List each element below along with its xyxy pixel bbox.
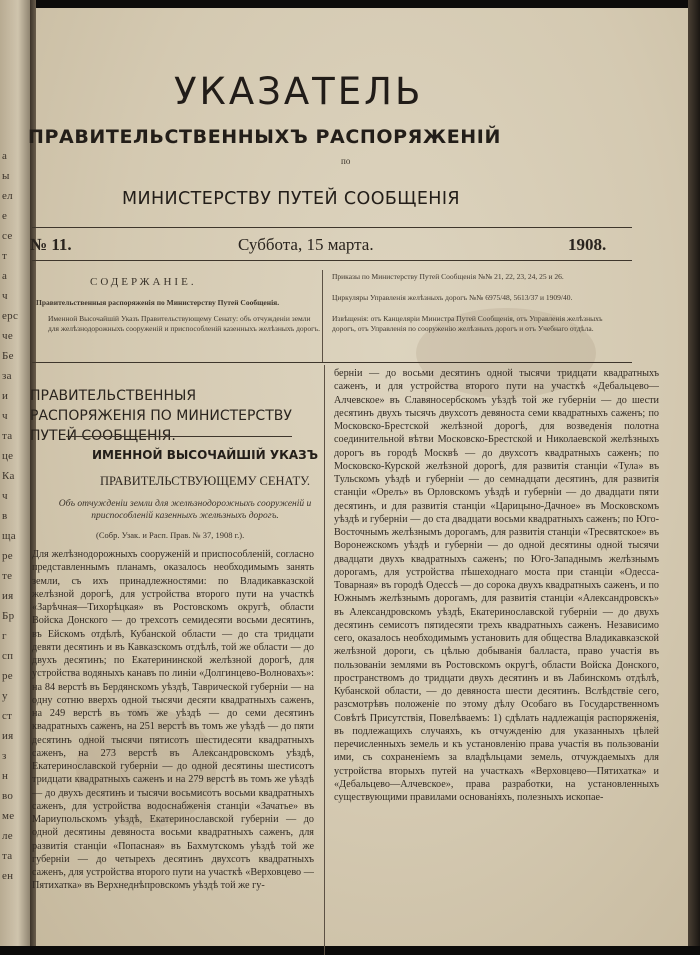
- adjacent-page-text: та: [2, 850, 13, 862]
- adjacent-page-text: Бр: [2, 610, 15, 622]
- issue-year: 1908.: [568, 235, 607, 254]
- adjacent-page-text: a: [2, 150, 8, 162]
- adjacent-page-text: ре: [2, 670, 13, 682]
- adjacent-page-text: т: [2, 250, 8, 262]
- masthead-title: УКАЗАТЕЛЬ: [174, 70, 424, 113]
- decree-addressee: ПРАВИТЕЛЬСТВУЮЩЕМУ СЕНАТУ.: [100, 474, 311, 488]
- adjacent-page-text: за: [2, 370, 12, 382]
- issue-date: Суббота, 15 марта.: [238, 235, 374, 254]
- adjacent-page-text: ле: [2, 830, 13, 842]
- masthead-subtitle: ПРАВИТЕЛЬСТВЕННЫХЪ РАСПОРЯЖЕНІЙ: [28, 126, 501, 148]
- adjacent-page-text: pe: [2, 550, 13, 562]
- decree-heading: ИМЕННОЙ ВЫСОЧАЙШІЙ УКАЗЪ: [92, 448, 318, 462]
- adjacent-page-text: ст: [2, 710, 13, 722]
- adjacent-page-text: ща: [2, 530, 16, 542]
- adjacent-page-text: ия: [2, 730, 14, 742]
- contents-right-item: Извѣщенія: отъ Канцеляріи Министра Путей Сообщенія, отъ Управленія желѣзныхъ дорогъ, отъ Управленія по сооруженію желѣзныхъ дорогъ и отъ Учебнаго отдѣла.: [332, 314, 603, 333]
- contents-section: Правительственныя распоряженія по Министерству Путей Сообщенія.: [36, 298, 280, 307]
- adjacent-page-text: и: [2, 390, 9, 402]
- contents-right-item: Циркуляры Управленія желѣзныхъ дорогъ №№ 6975/48, 5613/37 и 1909/40.: [332, 293, 573, 302]
- column-divider: [324, 365, 325, 955]
- adjacent-page-text: а: [2, 270, 8, 282]
- adjacent-page-text: Бе: [2, 350, 14, 362]
- document-page: [28, 8, 688, 946]
- adjacent-page-fragment: [0, 0, 30, 946]
- masthead-ministry: МИНИСТЕРСТВУ ПУТЕЙ СООБЩЕНІЯ: [122, 189, 460, 209]
- adjacent-page-text: че: [2, 330, 14, 342]
- article-right-column: берніи — до восьми десятинъ одной тысячи тридцати квадратныхъ саженъ, и для устройства второго пути на участкѣ «Дебальцево—Алчевское» въ Славяносербскомъ уѣздѣ той же губерніи — до шести десятинъ двухъ тысячъ двухсотъ девяноста семи квадратныхъ саженъ; по Московско-Брестской желѣзной дорогѣ, для возведенія полотна соединительной вѣтви Московско-Брестской и Николаевской желѣзныхъ дорогъ въ городѣ Москвѣ — до двухсотъ квадратныхъ саженъ; по Московско-Курской желѣзной дорогѣ, для развитія станціи «Тула» въ Тульскомъ уѣздѣ и губерніи — до семнадцати десятинъ, для развитія станціи «Орелъ» въ Орловскомъ уѣздѣ и губерніи — до двадцати пяти десятинъ, и для развитія станціи «Царицыно-Дачное» въ Московскомъ уѣздѣ и губерніи — до ста двадцати восьми квадратныхъ саженъ; по Юго-Восточнымъ желѣзнымъ дорогамъ, для развитія станціи «Тресвятское» въ Воронежскомъ уѣздѣ и губерніи — до одной десятины одной тысячи двадцати двухъ квадратныхъ саженъ; по Юго-Западнымъ желѣзнымъ дорогамъ, для устройства пѣшеходнаго моста при станціи «Одесса-Товарная» въ городѣ Одессѣ — до сорока двухъ квадратныхъ саженъ, и по Южнымъ желѣзнымъ дорогамъ, для развитія станціи «Александровскъ» въ Александровскомъ уѣздѣ, Екатеринославской губерніи — до двухъ десятинъ семисотъ пятидесяти трехъ квадратныхъ саженъ. Независимо сего, оказалось необходимымъ установить для общества Владикавказской желѣзной дороги, съ цѣлью добыванія балласта, право участія въ пользованіи землями въ Ростовскомъ округѣ, области Войска Донского, пространствомъ до тридцати двухъ десятинъ и въ Лабинскомъ отдѣлѣ, Кубанской области, — до девяноста шести десятинъ. Вслѣдствіе сего, разсмотрѣвъ положеніе по этому дѣлу Особаго въ Государственномъ Совѣтѣ Присутствія, Повелѣваемъ: 1) сдѣлать надлежащія распоряженія, въ подлежащихъ случаяхъ, къ отчужденію для указанныхъ цѣлей перечисленныхъ земель и къ установленію права участія въ пользованіи ими, съ сохраненіемъ за владѣльцами земель, отчуждаемыхъ для устройства вторыхъ путей на участкахъ «Верховцево—Пятихатка» и «Дебальцево—Алчевское», права разработки, на установленныхъ существующими правилами основаніяхъ, полезныхъ ископае-: [334, 368, 659, 803]
- adjacent-page-text: ч: [2, 410, 8, 422]
- top-rule: [32, 227, 632, 228]
- adjacent-page-text: ч: [2, 290, 8, 302]
- decree-source: (Собр. Узак. и Расп. Прав. № 37, 1908 г.).: [96, 530, 245, 540]
- contents-divider: [322, 270, 323, 362]
- masthead-po: по: [341, 156, 351, 166]
- adjacent-page-text: та: [2, 430, 13, 442]
- adjacent-page-text: во: [2, 790, 14, 802]
- adjacent-page-text: г: [2, 630, 7, 642]
- adjacent-page-text: ме: [2, 810, 15, 822]
- section-title: ПРАВИТЕЛЬСТВЕННЫЯ РАСПОРЯЖЕНІЯ ПО МИНИСТЕРСТВУ ПУТЕЙ СООБЩЕНІЯ.: [30, 388, 292, 444]
- issue-number: № 11.: [30, 235, 72, 254]
- article-left-column: Для желѣзнодорожныхъ сооруженій и приспособленій, согласно представленнымъ планамъ, оказалось необходимымъ занять земли, съ ихъ принадлежностями: по Владикавказской желѣзной дорогѣ, для устройства второго пути на участкѣ «Зарѣчная—Тихорѣцкая» въ Ростовскомъ округѣ, области Войска Донского — до трехсотъ семидесяти восьми десятинъ, въ Ейскомъ отдѣлѣ, Кубанской области — до ста тридцати девяти десятинъ и въ Кавказскомъ отдѣлѣ, той же области — до двухъ десятинъ; по Екатерининской желѣзной дорогѣ, для устройства водяныхъ канавъ по линіи «Долгинцево-Волновахъ»: на 84 верстѣ въ Бердянскомъ уѣздѣ, Таврической губерніи — на одну сотню вверхъ одной тысячи десяти квадратныхъ саженъ, на 249 верстѣ въ томъ же уѣздѣ — до семи десятинъ квадратныхъ саженъ, на 251 верстѣ въ томъ же уѣздѣ — до пяти десятинъ одной тысячи пятисотъ шестидесяти квадратныхъ саженъ, на 273 верстѣ въ Александровскомъ уѣздѣ, Екатеринославской губерніи — до одной десятины шестисотъ тридцати квадратныхъ саженъ и на 279 верстѣ въ томъ же уѣздѣ — до двухъ десятинъ и тысячи восьмисотъ восьми квадратныхъ саженъ, для устройства водоснабженія станціи «Зачатье» въ Мариупольскомъ уѣздѣ, Екатеринославской губерніи — до одной десятины девяноста восьми квадратныхъ саженъ, для развитія станціи «Попасная» въ Бахмутскомъ уѣздѣ той же губерніи — до четырехъ десятинъ двухсотъ квадратныхъ саженъ, для устройства второго пути на участкѣ «Верховцево — Пятихатка» въ Верхнеднѣпровскомъ уѣздѣ той же гу-: [32, 549, 314, 892]
- issue-rule: [32, 260, 632, 261]
- adjacent-page-text: ы: [2, 170, 10, 182]
- adjacent-page-text: це: [2, 450, 14, 462]
- adjacent-page-text: н: [2, 770, 9, 782]
- adjacent-page-text: те: [2, 570, 13, 582]
- contents-item: Именной Высочайшій Указъ Правительствующему Сенату: объ отчужденіи земли для желѣзнодорожныхъ сооруженій и приспособленій казенныхъ желѣзныхъ дорогъ.: [48, 314, 320, 333]
- adjacent-page-text: з: [2, 750, 7, 762]
- adjacent-page-text: ерс: [2, 310, 19, 322]
- contents-heading: СОДЕРЖАНІЕ.: [90, 276, 197, 288]
- contents-rule: [32, 362, 632, 363]
- page-edge-shadow: [688, 0, 700, 946]
- adjacent-page-text: у: [2, 690, 8, 702]
- contents-right-item: Приказы по Министерству Путей Сообщенія №№ 21, 22, 23, 24, 25 и 26.: [332, 272, 564, 281]
- adjacent-page-text: се: [2, 230, 13, 242]
- adjacent-page-text: ел: [2, 190, 13, 202]
- adjacent-page-text: в: [2, 510, 8, 522]
- adjacent-page-text: Ка: [2, 470, 15, 482]
- adjacent-page-text: ия: [2, 590, 14, 602]
- decree-subject: Объ отчужденіи земли для желѣзнодорожныхъ сооруженій и приспособленій казенныхъ желѣзныхъ дорогъ.: [58, 499, 312, 521]
- adjacent-page-text: сп: [2, 650, 14, 662]
- adjacent-page-text: e: [2, 210, 8, 222]
- section-rule: [66, 436, 292, 437]
- adjacent-page-text: ч: [2, 490, 8, 502]
- adjacent-page-text: ен: [2, 870, 14, 882]
